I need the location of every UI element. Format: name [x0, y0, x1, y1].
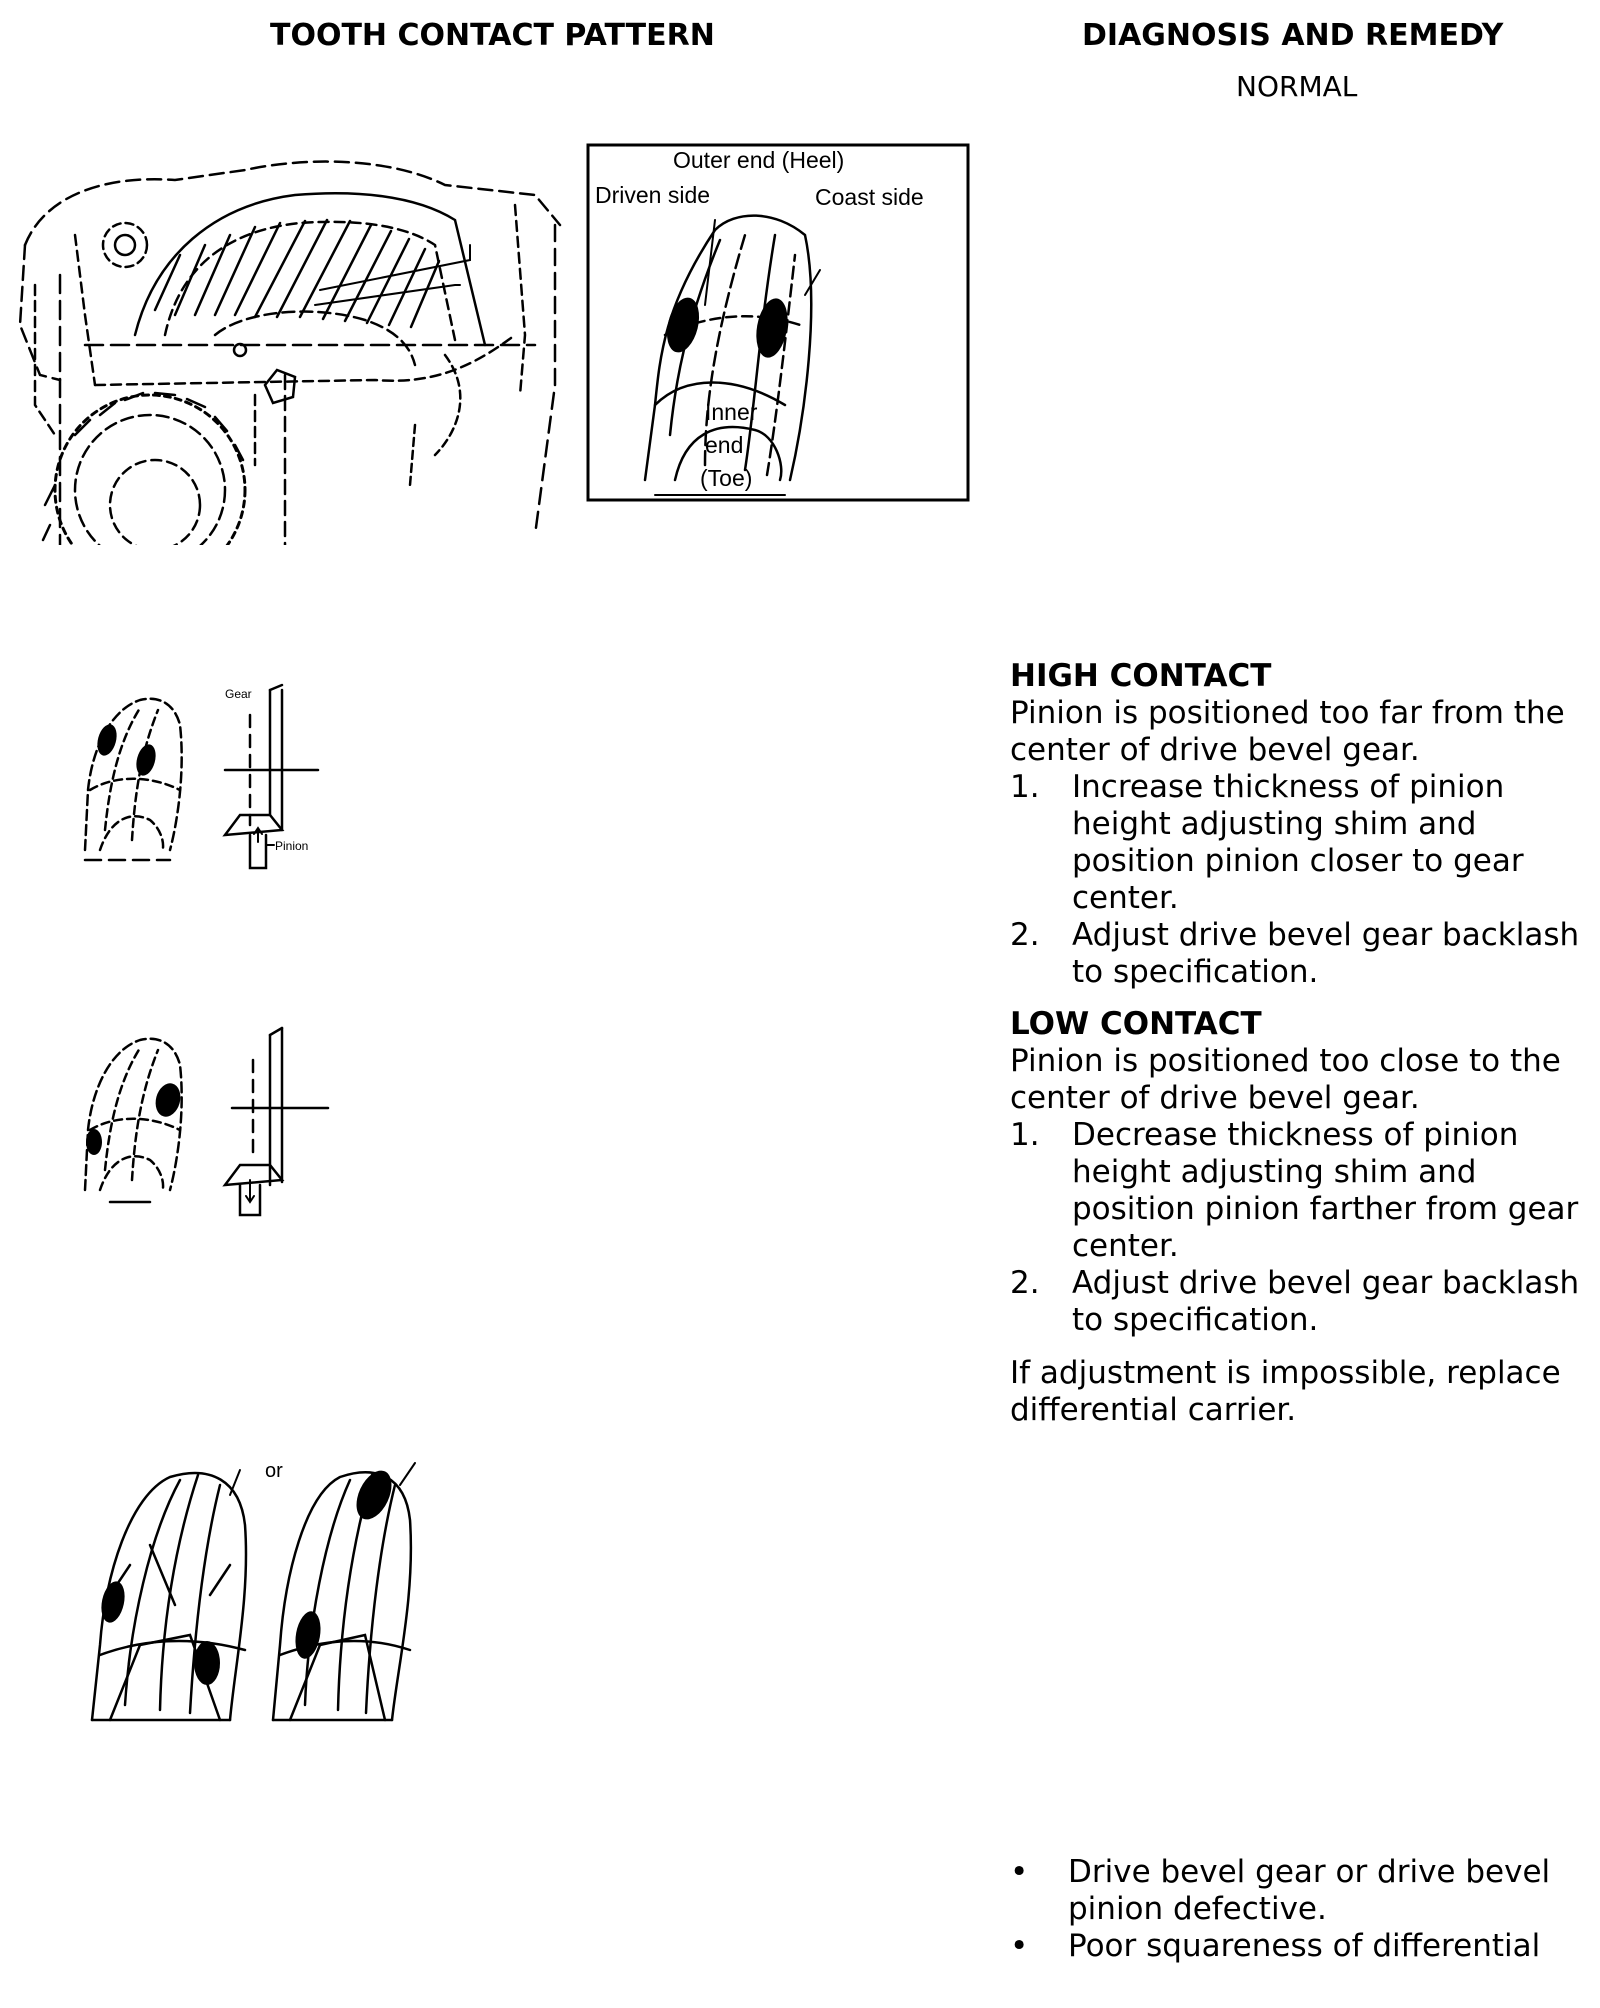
driven-side-label: Driven side — [595, 182, 711, 208]
cause-item-2: • Poor squareness of differential — [1010, 1928, 1541, 1964]
outer-end-label: Outer end (Heel) — [673, 147, 845, 173]
low-contact-illustration — [70, 1020, 340, 1220]
pinion-label: Pinion — [275, 839, 309, 853]
normal-label: NORMAL — [1236, 70, 1358, 103]
irregular-contact-illustration — [80, 1455, 450, 1745]
tooth-contact-pattern-heading: TOOTH CONTACT PATTERN — [270, 18, 715, 53]
inner-end-label-line1: Inner — [705, 399, 758, 425]
high-contact-illustration — [70, 680, 340, 880]
low-contact-mark-1 — [86, 1129, 102, 1155]
cause-item-1: • Drive bevel gear or drive bevel pinion defective. — [1010, 1854, 1551, 1927]
low-contact-step-1: 1. Decrease thickness of pinion height adjusting shim and position pinion farther from gear center. — [1010, 1117, 1579, 1264]
low-contact-mark-2 — [152, 1080, 184, 1119]
high-contact-tooth — [85, 699, 182, 860]
high-contact-section — [1010, 658, 1595, 991]
low-contact-description: Pinion is positioned too close to the center of drive bevel gear. — [1010, 1043, 1561, 1116]
diagnosis-and-remedy-heading: DIAGNOSIS AND REMEDY — [1082, 18, 1504, 53]
irregular-mark-right-2 — [292, 1609, 324, 1660]
callout-leader-lower — [315, 285, 460, 305]
low-contact-step-2: 2. Adjust drive bevel gear backlash to specification. — [1010, 1265, 1580, 1338]
irregular-tooth-right — [273, 1463, 415, 1720]
differential-housing-drawing — [20, 162, 560, 545]
low-contact-gear-pinion-diagram — [225, 1028, 328, 1215]
irregular-mark-left-2 — [194, 1641, 220, 1685]
or-label: or — [265, 1460, 283, 1482]
high-contact-title: HIGH CONTACT — [1010, 658, 1272, 694]
irregular-tooth-left — [92, 1470, 246, 1720]
low-contact-title: LOW CONTACT — [1010, 1006, 1262, 1042]
coast-side-label: Coast side — [815, 184, 924, 210]
high-contact-step-2: 2. Adjust drive bevel gear backlash to specification. — [1010, 917, 1580, 990]
irregular-contact-causes — [1010, 1854, 1595, 1965]
high-contact-steps — [1010, 769, 1595, 991]
high-contact-mark-1 — [94, 722, 120, 758]
inner-end-label-line2: end — [705, 432, 744, 458]
adjustment-note: If adjustment is impossible, replace differential carrier. — [1010, 1355, 1561, 1428]
high-contact-description: Pinion is positioned too far from the center of drive bevel gear. — [1010, 695, 1565, 768]
normal-contact-illustration — [15, 135, 975, 545]
coast-side-contact-mark — [752, 296, 792, 360]
high-contact-step-1: 1. Increase thickness of pinion height adjusting shim and position pinion closer to gear center. — [1010, 769, 1524, 916]
low-contact-section — [1010, 1006, 1595, 1339]
high-contact-mark-2 — [133, 742, 159, 778]
low-contact-steps — [1010, 1117, 1595, 1339]
low-contact-tooth — [85, 1039, 184, 1202]
gear-label: Gear — [225, 687, 252, 701]
inner-end-label-line3: (Toe) — [700, 465, 753, 491]
